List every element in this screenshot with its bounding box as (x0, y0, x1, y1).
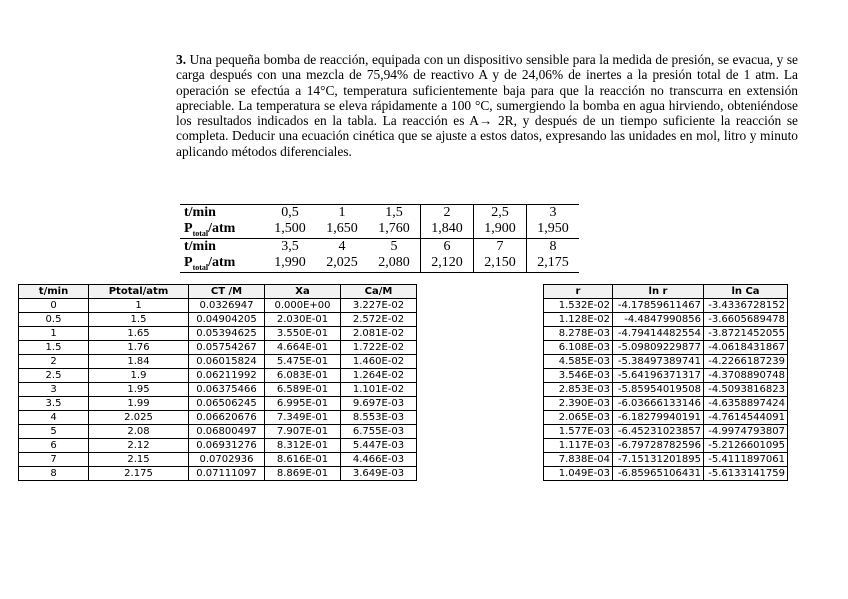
rate-cell: 1.128E-02 (544, 313, 613, 327)
conversion-row (19, 425, 417, 439)
conversion-cell: 8.869E-01 (265, 467, 341, 481)
conversion-row (19, 299, 417, 313)
conversion-cell: 6.755E-03 (341, 425, 417, 439)
given-cell: 2,5 (474, 205, 527, 222)
conversion-cell: 3.550E-01 (265, 327, 341, 341)
conversion-cell: 9.697E-03 (341, 397, 417, 411)
given-cell: 3,5 (264, 238, 316, 255)
rate-row (544, 383, 788, 397)
rate-cell: 1.577E-03 (544, 425, 613, 439)
rate-cell: -7.15131201895 (613, 453, 704, 467)
conversion-cell: 0.06931276 (189, 439, 265, 453)
rate-cell: -6.03666133146 (613, 397, 704, 411)
rate-cell: -3.8721452055 (704, 327, 788, 341)
conversion-cell: 2.030E-01 (265, 313, 341, 327)
conversion-cell: 0.06211992 (189, 369, 265, 383)
rate-cell: -4.4847990856 (613, 313, 704, 327)
given-label-t: t/min (180, 238, 264, 255)
given-cell: 0,5 (264, 205, 316, 222)
conversion-row (19, 355, 417, 369)
conversion-cell: 1.84 (89, 355, 189, 369)
rate-cell: 1.532E-02 (544, 299, 613, 313)
conversion-header: t/min (19, 285, 89, 299)
given-cell: 2,150 (474, 255, 527, 272)
conversion-cell: 3.227E-02 (341, 299, 417, 313)
conversion-cell: 3.5 (19, 397, 89, 411)
given-cell: 2,080 (368, 255, 421, 272)
given-data-table (180, 204, 579, 273)
conversion-cell: 0.07111097 (189, 467, 265, 481)
problem-number: 3. (176, 52, 187, 67)
conversion-cell: 0.06015824 (189, 355, 265, 369)
rate-row (544, 299, 788, 313)
conversion-cell: 2.5 (19, 369, 89, 383)
conversion-cell: 2.175 (89, 467, 189, 481)
rate-cell: -5.09809229877 (613, 341, 704, 355)
conversion-cell: 2.081E-02 (341, 327, 417, 341)
rate-cell: -4.79414482554 (613, 327, 704, 341)
conversion-cell: 2.025 (89, 411, 189, 425)
given-row-t2 (180, 238, 579, 255)
rate-cell: 6.108E-03 (544, 341, 613, 355)
rate-cell: -5.64196371317 (613, 369, 704, 383)
rate-cell: -4.3708890748 (704, 369, 788, 383)
problem-text: Una pequeña bomba de reacción, equipada con un dispositivo sensible para la medida de presión, se evacua, y se carga después con una mezcla de 75,94% de reactivo A y de 24,06% de inertes a la presión total de 1 atm. La operación se efectúa a 14°C, temperatura suficientemente baja para que la reacción no transcurra en extensión apreciable. La temperatura se eleva rápidamente a 100 °C, sumergiendo la bomba en agua hirviendo, obteniéndose los resultados indicados en la tabla. La reacción es A→ 2R, y después de un tiempo suficiente la reacción se completa. Deducir una ecuación cinética que se ajuste a estos datos, expresando las unidades en mol, litro y minuto aplicando métodos diferenciales. (176, 52, 798, 159)
rate-cell: 4.585E-03 (544, 355, 613, 369)
conversion-cell: 1 (19, 327, 89, 341)
conversion-cell: 0.04904205 (189, 313, 265, 327)
conversion-cell: 0.0702936 (189, 453, 265, 467)
rate-cell: -4.2266187239 (704, 355, 788, 369)
rate-row (544, 355, 788, 369)
conversion-row (19, 327, 417, 341)
rate-cell: -5.85954019508 (613, 383, 704, 397)
conversion-header: Ca/M (341, 285, 417, 299)
given-cell: 7 (474, 238, 527, 255)
rate-row (544, 313, 788, 327)
given-cell: 5 (368, 238, 421, 255)
given-cell: 1,760 (368, 221, 421, 238)
rate-cell: 1.049E-03 (544, 467, 613, 481)
rate-cell: -3.4336728152 (704, 299, 788, 313)
rate-cell: -6.85965106431 (613, 467, 704, 481)
conversion-cell: 1.9 (89, 369, 189, 383)
rate-cell: -6.18279940191 (613, 411, 704, 425)
conversion-header: CT /M (189, 285, 265, 299)
conversion-cell: 7.907E-01 (265, 425, 341, 439)
given-cell: 1 (316, 205, 368, 222)
rate-row (544, 369, 788, 383)
conversion-row (19, 467, 417, 481)
given-cell: 2,025 (316, 255, 368, 272)
given-cell: 1,840 (421, 221, 474, 238)
conversion-cell: 2.15 (89, 453, 189, 467)
rate-cell: 2.853E-03 (544, 383, 613, 397)
conversion-cell: 1 (89, 299, 189, 313)
conversion-row (19, 411, 417, 425)
conversion-cell: 5 (19, 425, 89, 439)
conversion-cell: 1.722E-02 (341, 341, 417, 355)
conversion-cell: 1.76 (89, 341, 189, 355)
conversion-cell: 6.995E-01 (265, 397, 341, 411)
rate-cell: 1.117E-03 (544, 439, 613, 453)
conversion-cell: 0.06620676 (189, 411, 265, 425)
given-cell: 1,950 (527, 221, 580, 238)
conversion-cell: 1.5 (89, 313, 189, 327)
rate-header: ln r (613, 285, 704, 299)
rate-row (544, 467, 788, 481)
given-cell: 2,120 (421, 255, 474, 272)
conversion-cell: 2.572E-02 (341, 313, 417, 327)
conversion-cell: 5.475E-01 (265, 355, 341, 369)
conversion-cell: 0.06375466 (189, 383, 265, 397)
conversion-header: Xa (265, 285, 341, 299)
rate-header-row (544, 285, 788, 299)
conversion-row (19, 313, 417, 327)
rate-cell: -4.0618431867 (704, 341, 788, 355)
rate-cell: -6.45231023857 (613, 425, 704, 439)
conversion-cell: 3 (19, 383, 89, 397)
conversion-header-row (19, 285, 417, 299)
given-row-p1 (180, 221, 579, 238)
rate-row (544, 411, 788, 425)
conversion-cell: 0.0326947 (189, 299, 265, 313)
conversion-cell: 1.95 (89, 383, 189, 397)
conversion-cell: 0.05394625 (189, 327, 265, 341)
rate-cell: -4.9974793807 (704, 425, 788, 439)
given-cell: 1,650 (316, 221, 368, 238)
given-label-t: t/min (180, 205, 264, 222)
conversion-cell: 2.12 (89, 439, 189, 453)
rate-cell: -5.38497389741 (613, 355, 704, 369)
conversion-cell: 0.06800497 (189, 425, 265, 439)
given-cell: 2,175 (527, 255, 580, 272)
conversion-body (19, 299, 417, 481)
conversion-row (19, 383, 417, 397)
conversion-cell: 3.649E-03 (341, 467, 417, 481)
conversion-cell: 1.264E-02 (341, 369, 417, 383)
rate-cell: -4.6358897424 (704, 397, 788, 411)
given-cell: 1,990 (264, 255, 316, 272)
conversion-cell: 2 (19, 355, 89, 369)
conversion-cell: 5.447E-03 (341, 439, 417, 453)
conversion-cell: 6.083E-01 (265, 369, 341, 383)
conversion-row (19, 397, 417, 411)
conversion-cell: 8.312E-01 (265, 439, 341, 453)
rate-cell: -5.6133141759 (704, 467, 788, 481)
rate-cell: 3.546E-03 (544, 369, 613, 383)
rate-row (544, 453, 788, 467)
conversion-cell: 0.000E+00 (265, 299, 341, 313)
rate-row (544, 439, 788, 453)
rate-cell: -3.6605689478 (704, 313, 788, 327)
conversion-cell: 4.466E-03 (341, 453, 417, 467)
given-cell: 1,5 (368, 205, 421, 222)
conversion-cell: 1.101E-02 (341, 383, 417, 397)
rate-cell: -4.7614544091 (704, 411, 788, 425)
conversion-cell: 1.99 (89, 397, 189, 411)
problem-statement (176, 52, 798, 159)
conversion-cell: 7.349E-01 (265, 411, 341, 425)
conversion-cell: 4.664E-01 (265, 341, 341, 355)
conversion-row (19, 341, 417, 355)
given-cell: 1,900 (474, 221, 527, 238)
conversion-row (19, 369, 417, 383)
rate-row (544, 425, 788, 439)
given-cell: 6 (421, 238, 474, 255)
rate-cell: -4.17859611467 (613, 299, 704, 313)
given-cell: 4 (316, 238, 368, 255)
rate-cell: -6.79728782596 (613, 439, 704, 453)
rate-header: r (544, 285, 613, 299)
conversion-cell: 0.06506245 (189, 397, 265, 411)
conversion-cell: 0.05754267 (189, 341, 265, 355)
given-cell: 3 (527, 205, 580, 222)
given-cell: 1,500 (264, 221, 316, 238)
conversion-cell: 8 (19, 467, 89, 481)
conversion-cell: 4 (19, 411, 89, 425)
conversion-cell: 8.553E-03 (341, 411, 417, 425)
rate-row (544, 327, 788, 341)
rate-cell: 2.065E-03 (544, 411, 613, 425)
conversion-cell: 7 (19, 453, 89, 467)
conversion-row (19, 453, 417, 467)
rate-table (543, 284, 788, 481)
given-label-p: $P_{total}$/atm (180, 255, 264, 272)
given-row-p2 (180, 255, 579, 272)
rate-cell: 2.390E-03 (544, 397, 613, 411)
conversion-cell: 8.616E-01 (265, 453, 341, 467)
rate-cell: 8.278E-03 (544, 327, 613, 341)
rate-cell: -4.5093816823 (704, 383, 788, 397)
given-row-t1 (180, 205, 579, 222)
conversion-cell: 1.5 (19, 341, 89, 355)
rate-header: ln Ca (704, 285, 788, 299)
given-cell: 2 (421, 205, 474, 222)
given-cell: 8 (527, 238, 580, 255)
conversion-cell: 2.08 (89, 425, 189, 439)
rate-cell: 7.838E-04 (544, 453, 613, 467)
conversion-table (18, 284, 417, 481)
rate-row (544, 397, 788, 411)
conversion-cell: 1.460E-02 (341, 355, 417, 369)
conversion-cell: 6 (19, 439, 89, 453)
conversion-cell: 0 (19, 299, 89, 313)
conversion-cell: 6.589E-01 (265, 383, 341, 397)
rate-body (544, 299, 788, 481)
rate-row (544, 341, 788, 355)
rate-cell: -5.2126601095 (704, 439, 788, 453)
conversion-cell: 0.5 (19, 313, 89, 327)
conversion-row (19, 439, 417, 453)
conversion-header: Ptotal/atm (89, 285, 189, 299)
rate-cell: -5.4111897061 (704, 453, 788, 467)
conversion-cell: 1.65 (89, 327, 189, 341)
given-label-p: $P_{total}$/atm (180, 221, 264, 238)
